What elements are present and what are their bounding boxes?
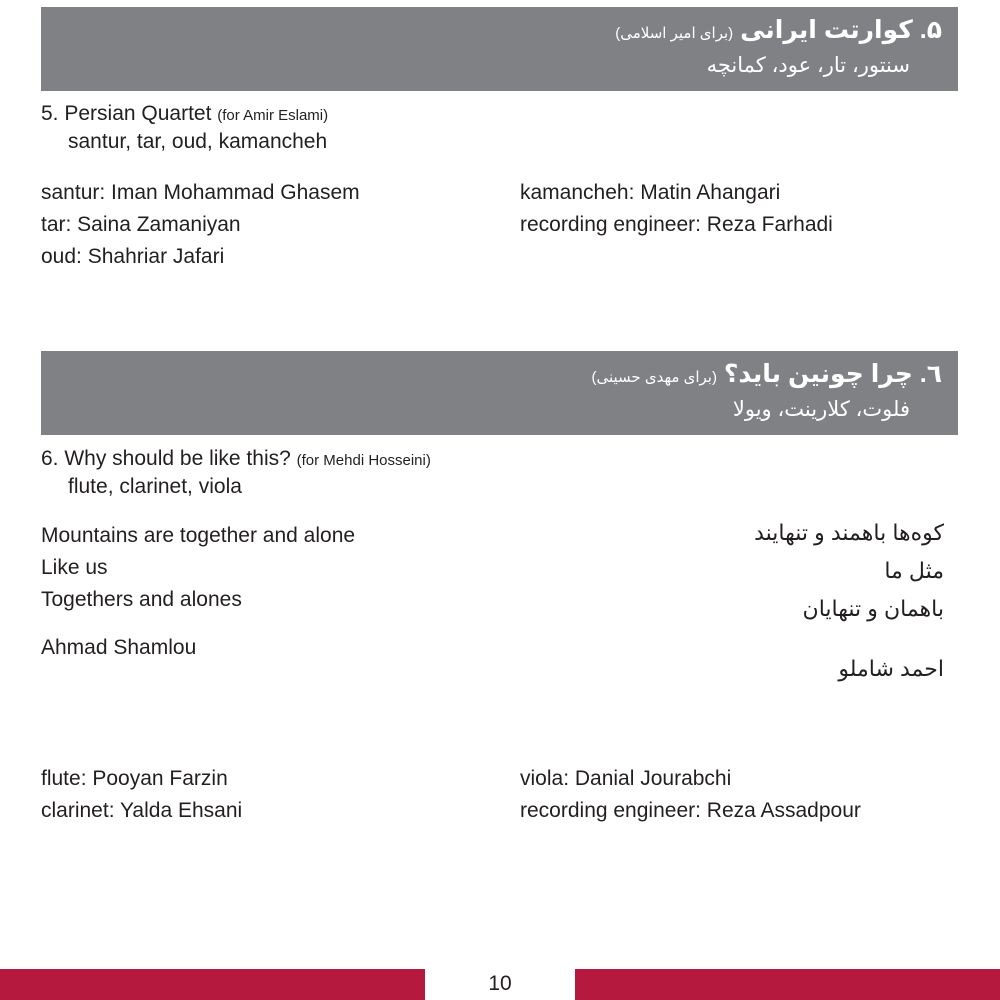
track5-en-title-text: 5. Persian Quartet (41, 102, 212, 125)
track6-credit-flute: flute: Pooyan Farzin (41, 767, 228, 790)
track6-credit-engineer: recording engineer: Reza Assadpour (520, 799, 861, 822)
footer-bar-left (0, 969, 425, 1000)
track6-en-instruments: flute, clarinet, viola (68, 475, 242, 498)
track6-en-title (41, 447, 431, 471)
poem-en-line-2: Like us (41, 556, 108, 579)
track6-en-title-text: 6. Why should be like this? (41, 447, 291, 470)
track5-credit-kamancheh: kamancheh: Matin Ahangari (520, 181, 781, 204)
track5-credit-engineer: recording engineer: Reza Farhadi (520, 213, 833, 236)
track6-fa-dedication: (برای مهدی حسینی) (591, 369, 717, 386)
poem-fa-line-3: باهمان و تنهایان (802, 596, 944, 621)
poet-en: Ahmad Shamlou (41, 636, 197, 659)
footer-bar-right (575, 969, 1000, 1000)
track5-fa-dedication: (برای امیر اسلامی) (615, 25, 734, 42)
track6-fa-title (592, 359, 943, 389)
poet-fa: احمد شاملو (838, 656, 944, 681)
track5-credit-tar: tar: Saina Zamaniyan (41, 213, 241, 236)
track6-credit-viola: viola: Danial Jourabchi (520, 767, 732, 790)
track5-fa-title-text: ۵. کوارتت ایرانی (740, 16, 942, 44)
page-number: 10 (488, 972, 512, 995)
track5-header-bar (41, 7, 958, 91)
track5-fa-title (615, 15, 942, 45)
track5-en-instruments: santur, tar, oud, kamancheh (68, 130, 328, 153)
track6-en-dedication: (for Mehdi Hosseini) (296, 452, 431, 469)
poem-fa-line-1: کوه‌ها باهمند و تنهایند (754, 520, 944, 545)
track5-fa-instruments: سنتور، تار، عود، کمانچه (706, 54, 910, 77)
track5-credit-santur: santur: Iman Mohammad Ghasem (41, 181, 360, 204)
poem-fa-line-2: مثل ما (884, 558, 944, 583)
track5-credit-oud: oud: Shahriar Jafari (41, 245, 225, 268)
track6-fa-instruments: فلوت، کلارینت، ویولا (732, 398, 910, 421)
track6-header-bar (41, 351, 958, 435)
poem-en-line-1: Mountains are together and alone (41, 524, 356, 547)
track6-fa-title-text: ٦. چرا چونین باید؟ (723, 360, 942, 388)
track5-en-dedication: (for Amir Eslami) (217, 107, 329, 124)
track5-en-title (41, 102, 328, 126)
poem-en-line-3: Togethers and alones (41, 588, 242, 611)
track6-credit-clarinet: clarinet: Yalda Ehsani (41, 799, 243, 822)
